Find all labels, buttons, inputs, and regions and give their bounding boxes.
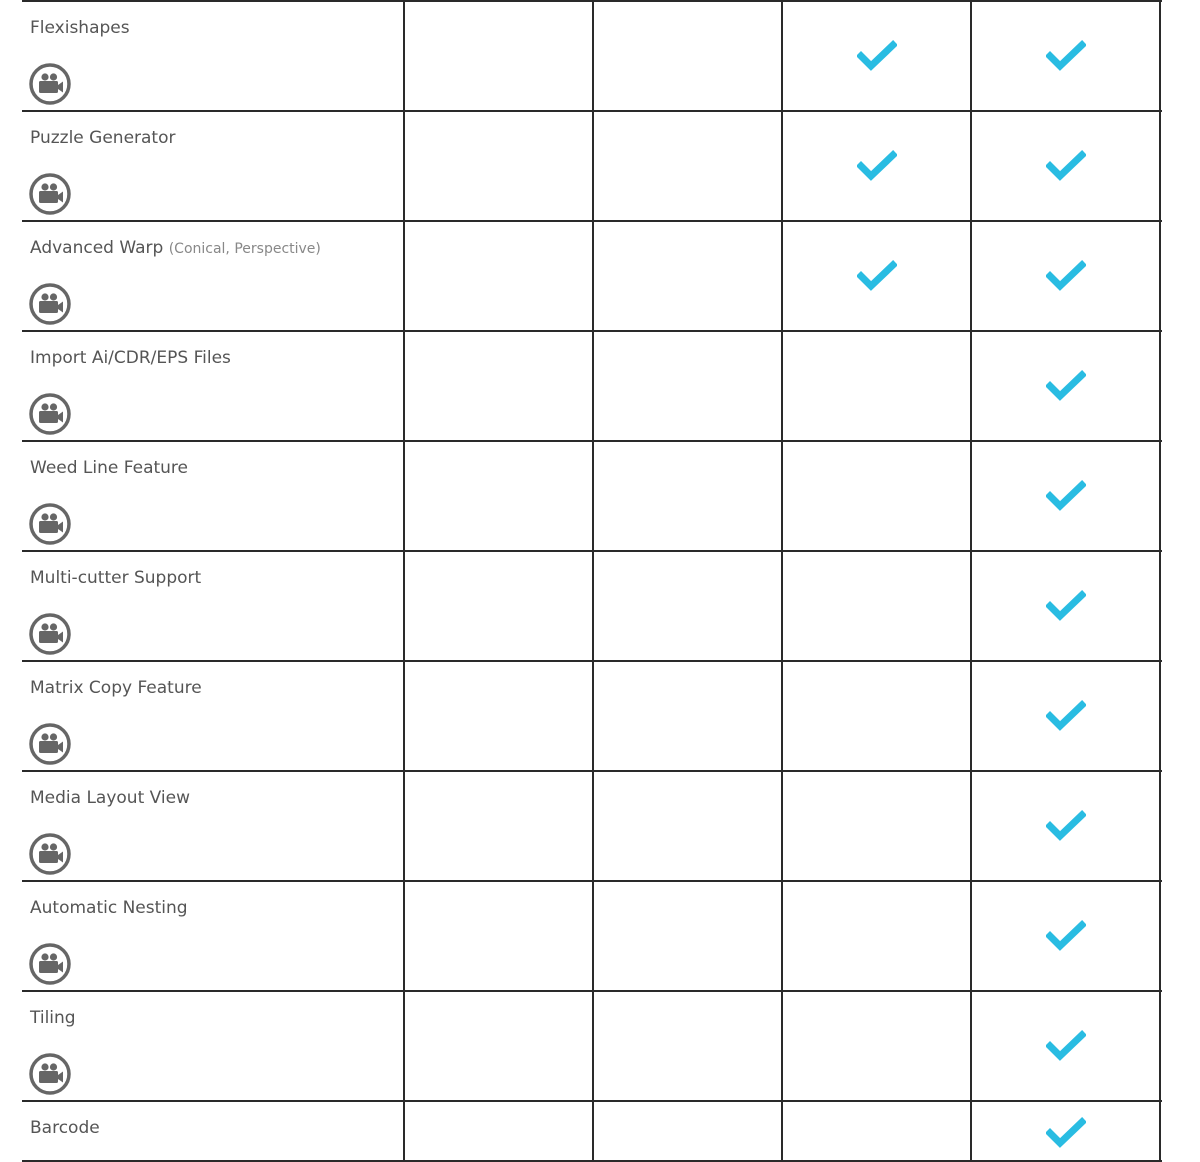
table-row <box>22 992 1162 1102</box>
plan-cell-2 <box>594 442 783 550</box>
video-camera-icon[interactable] <box>28 942 72 986</box>
plan-cell-2 <box>594 112 783 220</box>
checkmark-icon <box>1046 1030 1086 1062</box>
plan-cell-3 <box>783 992 972 1100</box>
plan-cell-1 <box>405 992 594 1100</box>
feature-name: Weed Line Feature <box>30 458 188 478</box>
plan-cell-3 <box>783 882 972 990</box>
checkmark-icon <box>1046 920 1086 952</box>
feature-label <box>30 1008 76 1028</box>
plan-cell-3 <box>783 332 972 440</box>
feature-name: Tiling <box>30 1008 76 1028</box>
checkmark-icon <box>1046 40 1086 72</box>
table-row <box>22 552 1162 662</box>
table-row <box>22 882 1162 992</box>
table-row <box>22 332 1162 442</box>
table-row <box>22 772 1162 882</box>
feature-cell <box>22 442 405 550</box>
plan-cell-1 <box>405 1102 594 1160</box>
checkmark-icon <box>1046 260 1086 292</box>
plan-cell-4 <box>972 1102 1161 1160</box>
checkmark-icon <box>1046 150 1086 182</box>
plan-cell-4 <box>972 552 1161 660</box>
plan-cell-3 <box>783 772 972 880</box>
feature-name: Automatic Nesting <box>30 898 188 918</box>
plan-cell-2 <box>594 222 783 330</box>
feature-cell <box>22 1102 405 1160</box>
video-camera-icon[interactable] <box>28 62 72 106</box>
feature-cell <box>22 662 405 770</box>
feature-cell <box>22 112 405 220</box>
feature-name: Multi-cutter Support <box>30 568 202 588</box>
feature-label <box>30 788 190 808</box>
feature-label <box>30 898 188 918</box>
plan-cell-3 <box>783 1102 972 1160</box>
plan-cell-4 <box>972 332 1161 440</box>
plan-cell-1 <box>405 222 594 330</box>
table-row <box>22 222 1162 332</box>
feature-name: Advanced Warp <box>30 238 164 258</box>
plan-cell-2 <box>594 772 783 880</box>
checkmark-icon <box>857 40 897 72</box>
feature-cell <box>22 332 405 440</box>
plan-cell-1 <box>405 332 594 440</box>
video-camera-icon[interactable] <box>28 832 72 876</box>
checkmark-icon <box>857 150 897 182</box>
plan-cell-4 <box>972 442 1161 550</box>
feature-label <box>30 678 202 698</box>
feature-note: (Conical, Perspective) <box>168 241 321 257</box>
video-camera-icon[interactable] <box>28 502 72 546</box>
plan-cell-3 <box>783 442 972 550</box>
plan-cell-2 <box>594 2 783 110</box>
plan-cell-2 <box>594 1102 783 1160</box>
table-row <box>22 112 1162 222</box>
plan-cell-2 <box>594 332 783 440</box>
video-camera-icon[interactable] <box>28 172 72 216</box>
checkmark-icon <box>1046 700 1086 732</box>
plan-cell-1 <box>405 772 594 880</box>
video-camera-icon[interactable] <box>28 282 72 326</box>
video-camera-icon[interactable] <box>28 1052 72 1096</box>
video-camera-icon[interactable] <box>28 612 72 656</box>
plan-cell-3 <box>783 2 972 110</box>
feature-name: Puzzle Generator <box>30 128 176 148</box>
plan-cell-2 <box>594 882 783 990</box>
table-row <box>22 442 1162 552</box>
plan-cell-4 <box>972 662 1161 770</box>
table-row <box>22 2 1162 112</box>
plan-cell-4 <box>972 882 1161 990</box>
plan-cell-1 <box>405 882 594 990</box>
video-camera-icon[interactable] <box>28 392 72 436</box>
plan-cell-2 <box>594 662 783 770</box>
feature-cell <box>22 222 405 330</box>
checkmark-icon <box>1046 1117 1086 1149</box>
plan-cell-2 <box>594 552 783 660</box>
plan-cell-1 <box>405 552 594 660</box>
feature-name: Barcode <box>30 1118 100 1138</box>
plan-cell-4 <box>972 2 1161 110</box>
video-camera-icon[interactable] <box>28 722 72 766</box>
feature-cell <box>22 882 405 990</box>
plan-cell-1 <box>405 2 594 110</box>
feature-label <box>30 348 231 368</box>
feature-cell <box>22 772 405 880</box>
feature-cell <box>22 552 405 660</box>
plan-cell-1 <box>405 662 594 770</box>
table-row <box>22 662 1162 772</box>
table-row <box>22 1102 1162 1162</box>
plan-cell-1 <box>405 112 594 220</box>
checkmark-icon <box>1046 480 1086 512</box>
plan-cell-3 <box>783 662 972 770</box>
feature-label <box>30 1118 100 1138</box>
feature-name: Media Layout View <box>30 788 190 808</box>
plan-cell-2 <box>594 992 783 1100</box>
feature-name: Import Ai/CDR/EPS Files <box>30 348 231 368</box>
feature-cell <box>22 2 405 110</box>
plan-cell-1 <box>405 442 594 550</box>
plan-cell-4 <box>972 992 1161 1100</box>
checkmark-icon <box>1046 370 1086 402</box>
plan-cell-4 <box>972 772 1161 880</box>
plan-cell-3 <box>783 552 972 660</box>
checkmark-icon <box>1046 810 1086 842</box>
feature-name: Flexishapes <box>30 18 130 38</box>
plan-cell-4 <box>972 112 1161 220</box>
plan-cell-4 <box>972 222 1161 330</box>
plan-cell-3 <box>783 112 972 220</box>
feature-label <box>30 458 188 478</box>
feature-name: Matrix Copy Feature <box>30 678 202 698</box>
plan-cell-3 <box>783 222 972 330</box>
checkmark-icon <box>857 260 897 292</box>
feature-cell <box>22 992 405 1100</box>
feature-label <box>30 18 130 38</box>
checkmark-icon <box>1046 590 1086 622</box>
feature-label <box>30 568 201 588</box>
feature-label <box>30 238 321 258</box>
feature-label <box>30 128 176 148</box>
feature-comparison-table <box>22 0 1162 1162</box>
